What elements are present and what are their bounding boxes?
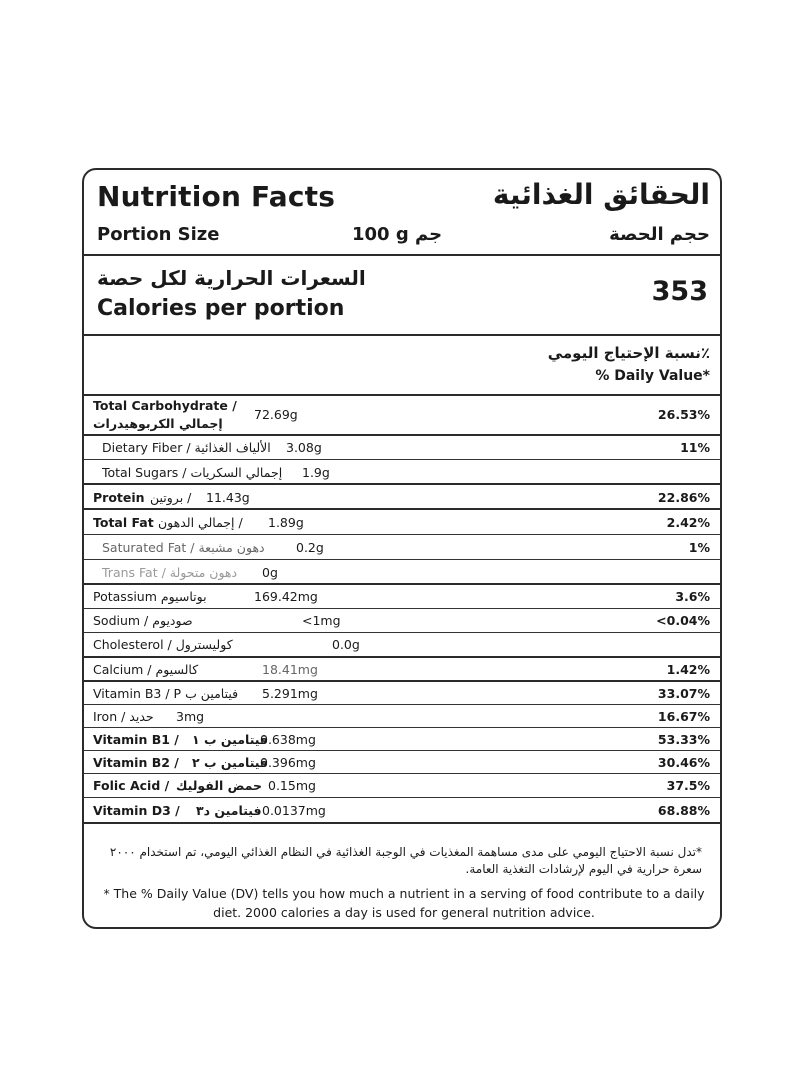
nutrient-name-arabic: فيتامين ب ٢ [192, 755, 269, 770]
nutrient-amount: 3.08g [286, 440, 322, 455]
nutrient-amount: 72.69g [254, 407, 298, 422]
nutrient-name: Calcium / كالسيوم [93, 662, 199, 677]
nutrient-amount: 5.291mg [262, 686, 318, 701]
nutrient-name: Potassium بوتاسيوم [93, 589, 207, 604]
nutrient-row-calcium [84, 658, 720, 682]
nutrient-daily-value: 11% [680, 440, 710, 455]
nutrient-daily-value: 53.33% [657, 732, 710, 747]
nutrient-amount: 3mg [176, 709, 205, 724]
nutrient-name-arabic: / بروتين [150, 490, 192, 505]
nutrient-daily-value: 37.5% [666, 778, 710, 793]
nutrient-row-total-carbohydrate [84, 394, 720, 436]
nutrient-row-vitamin-b1 [84, 728, 720, 751]
nutrient-row-vitamin-b2 [84, 751, 720, 774]
nutrient-daily-value: 33.07% [657, 686, 710, 701]
nutrient-daily-value: <0.04% [656, 613, 710, 628]
nutrient-row-saturated-fat [84, 535, 720, 560]
footnote-english: * The % Daily Value (DV) tells you how much a nutrient in a serving of food contribute to a daily diet. 2000 calories a day is used for general nutrition advice. [103, 886, 705, 920]
nutrient-name-arabic: / إجمالي الدهون [158, 515, 243, 530]
nutrient-row-total-sugars [84, 460, 720, 485]
nutrient-name: Cholesterol / كوليسترول [93, 637, 233, 652]
nutrient-row-dietary-fiber [84, 436, 720, 460]
nutrient-name: Saturated Fat / دهون مشبعة [102, 540, 265, 555]
nutrient-name-arabic: فيتامين د٣ [196, 803, 262, 818]
nutrient-daily-value: 30.46% [657, 755, 710, 770]
nutrient-amount: <1mg [302, 613, 341, 628]
nutrient-name: Protein [93, 490, 145, 505]
label-header [84, 170, 720, 256]
nutrient-amount: 11.43g [206, 490, 250, 505]
portion-size-label: Portion Size [97, 224, 220, 245]
nutrient-table [84, 394, 720, 824]
nutrient-row-cholesterol [84, 633, 720, 658]
nutrient-daily-value: 1% [688, 540, 710, 555]
nutrient-name: Sodium / صوديوم [93, 613, 193, 628]
nutrient-name: Total Fat [93, 515, 154, 530]
nutrient-name-arabic: فيتامين ب ١ [192, 732, 269, 747]
nutrient-name: Total Sugars / إجمالي السكريات [102, 465, 283, 480]
daily-value-label: % Daily Value* [595, 368, 710, 384]
nutrient-row-potassium [84, 585, 720, 609]
nutrient-daily-value: 1.42% [666, 662, 710, 677]
nutrient-amount: 0g [262, 565, 278, 580]
nutrient-amount: 0.15mg [268, 778, 316, 793]
nutrition-facts-panel [82, 168, 722, 929]
nutrient-daily-value: 68.88% [657, 803, 710, 818]
footnote-arabic: *تدل نسبة الاحتياج اليومي على مدى مساهمة المغذيات في الوجبة الغذائية في النظام الغذائي اليومي، تم استخدام ٢٠٠٠ سعرة حرارية في اليوم لإرشادات التغذية العامة. [109, 845, 702, 876]
nutrient-daily-value: 2.42% [666, 515, 710, 530]
nutrient-name: Dietary Fiber / الألياف الغذائية [102, 440, 271, 455]
nutrient-amount: 1.9g [302, 465, 330, 480]
nutrient-amount: 0.396mg [260, 755, 316, 770]
nutrient-amount: 0.0g [332, 637, 360, 652]
nutrient-row-vitamin-d3 [84, 798, 720, 824]
nutrient-name: Vitamin D3 / [93, 803, 180, 818]
nutrient-amount: 0.0137mg [262, 803, 326, 818]
nutrient-daily-value: 16.67% [657, 709, 710, 724]
nutrient-amount: 1.89g [268, 515, 304, 530]
portion-size-value: 100 g جم [352, 224, 443, 245]
nutrient-row-trans-fat [84, 560, 720, 585]
calories-label-arabic: السعرات الحرارية لكل حصة [97, 266, 366, 290]
nutrient-name-arabic: حمض الفوليك [176, 778, 263, 793]
nutrient-name: Vitamin B1 / [93, 732, 179, 747]
nutrient-name: Folic Acid / [93, 778, 170, 793]
portion-size-label-arabic: حجم الحصة [609, 224, 710, 245]
nutrient-name: Iron / حديد [93, 709, 154, 724]
nutrient-name-arabic: إجمالي الكربوهيدرات [93, 416, 223, 431]
nutrient-daily-value: 3.6% [675, 589, 710, 604]
nutrient-row-folic-acid [84, 774, 720, 798]
nutrient-row-sodium [84, 609, 720, 633]
nutrient-amount: 0.2g [296, 540, 324, 555]
nutrient-amount: 0.638mg [260, 732, 316, 747]
title-arabic: الحقائق الغذائية [492, 178, 710, 211]
nutrient-row-iron [84, 705, 720, 728]
nutrient-name: Trans Fat / دهون متحولة [102, 565, 238, 580]
nutrient-row-vitamin-b3 [84, 682, 720, 705]
nutrient-row-total-fat [84, 510, 720, 535]
daily-value-header [84, 334, 720, 396]
calories-section [84, 254, 720, 336]
daily-value-label-arabic: ٪نسبة الإحتياج اليومي [547, 344, 710, 362]
nutrient-amount: 169.42mg [254, 589, 318, 604]
nutrient-name: Vitamin B3 / P فيتامين ب [93, 686, 239, 701]
nutrient-name: Vitamin B2 / [93, 755, 179, 770]
calories-value: 353 [651, 276, 708, 307]
nutrient-amount: 18.41mg [262, 662, 318, 677]
calories-label: Calories per portion [97, 296, 345, 321]
nutrient-name: Total Carbohydrate / [93, 398, 237, 413]
title-english: Nutrition Facts [97, 180, 336, 213]
nutrient-daily-value: 22.86% [657, 490, 710, 505]
nutrient-row-protein [84, 485, 720, 510]
nutrient-daily-value: 26.53% [657, 407, 710, 422]
